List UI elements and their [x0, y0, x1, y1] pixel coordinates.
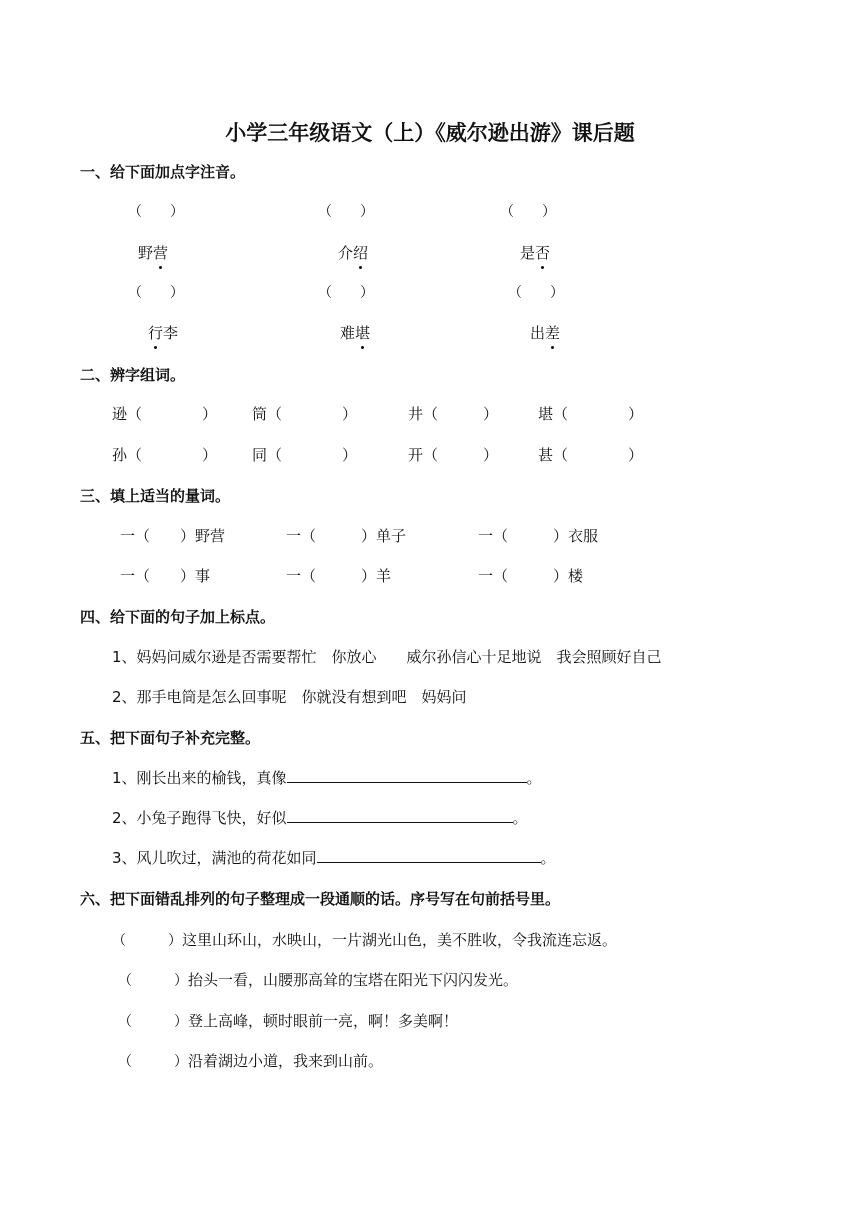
pinyin-blank-2[interactable]: （ ）: [318, 204, 374, 220]
word-group-item[interactable]: 开（ ）: [408, 446, 499, 464]
measure-word-item[interactable]: 一（ ）单子: [286, 527, 407, 545]
word-shifou: 是否: [520, 244, 551, 262]
pinyin-blank-4[interactable]: （ ）: [128, 285, 184, 301]
pinyin-blank-6[interactable]: （ ）: [508, 285, 564, 301]
word-jieshao: 介绍: [338, 244, 369, 262]
order-blank[interactable]: （ ）: [112, 933, 182, 949]
order-item-2: （ ）抬头一看，山腰那高耸的宝塔在阳光下闪闪发光。: [118, 971, 519, 989]
word-group-item[interactable]: 甚（ ）: [538, 446, 644, 464]
completion-item-3: 3、风儿吹过，满池的荷花如同 。: [112, 846, 556, 868]
order-blank[interactable]: （ ）: [118, 1054, 188, 1070]
order-item-1: （ ）这里山环山，水映山，一片湖光山色，美不胜收，令我流连忘返。: [112, 931, 618, 949]
word-group-item[interactable]: 井（ ）: [408, 405, 499, 423]
order-item-4: （ ）沿着湖边小道，我来到山前。: [118, 1052, 384, 1070]
measure-word-item[interactable]: 一（ ）野营: [120, 527, 226, 545]
punctuation-sentence-1: 1、妈妈问威尔逊是否需要帮忙 你放心 威尔孙信心十足地说 我会照顾好自己: [112, 648, 662, 666]
completion-item-1: 1、刚长出来的榆钱，真像 。: [112, 766, 542, 788]
answer-blank[interactable]: [287, 766, 527, 783]
measure-word-item[interactable]: 一（ ）楼: [478, 567, 584, 585]
word-group-item[interactable]: 孙（ ）: [112, 446, 218, 464]
answer-blank[interactable]: [317, 846, 541, 863]
completion-item-2: 2、小兔子跑得飞快，好似 。: [112, 806, 528, 828]
section-3-heading: 三、填上适当的量词。: [80, 487, 231, 505]
section-5-heading: 五、把下面句子补充完整。: [80, 729, 261, 747]
order-blank[interactable]: （ ）: [118, 973, 188, 989]
order-item-3: （ ）登上高峰，顿时眼前一亮，啊！多美啊！: [118, 1012, 459, 1030]
measure-word-item[interactable]: 一（ ）事: [120, 567, 211, 585]
word-chuchai: 出差: [530, 324, 561, 342]
section-6-heading: 六、把下面错乱排列的句子整理成一段通顺的话。序号写在句前括号里。: [80, 890, 561, 908]
pinyin-blank-3[interactable]: （ ）: [500, 204, 556, 220]
page-title: 小学三年级语文（上）《威尔逊出游》课后题: [225, 121, 635, 145]
word-xingli: 行李: [148, 324, 179, 342]
word-group-item[interactable]: 堪（ ）: [538, 405, 644, 423]
word-nankan: 难堪: [340, 324, 371, 342]
word-group-item[interactable]: 逊（ ）: [112, 405, 218, 423]
pinyin-blank-5[interactable]: （ ）: [318, 285, 374, 301]
punctuation-sentence-2: 2、那手电筒是怎么回事呢 你就没有想到吧 妈妈问: [112, 688, 467, 706]
section-4-heading: 四、给下面的句子加上标点。: [80, 608, 276, 626]
word-yeying: 野营: [138, 244, 169, 262]
answer-blank[interactable]: [287, 806, 513, 823]
measure-word-item[interactable]: 一（ ）衣服: [478, 527, 599, 545]
pinyin-blank-1[interactable]: （ ）: [128, 204, 184, 220]
word-group-item[interactable]: 同（ ）: [252, 446, 358, 464]
order-blank[interactable]: （ ）: [118, 1014, 188, 1030]
word-group-item[interactable]: 筒（ ）: [252, 405, 358, 423]
measure-word-item[interactable]: 一（ ）羊: [286, 567, 392, 585]
section-2-heading: 二、辨字组词。: [80, 366, 186, 384]
section-1-heading: 一、给下面加点字注音。: [80, 163, 246, 181]
